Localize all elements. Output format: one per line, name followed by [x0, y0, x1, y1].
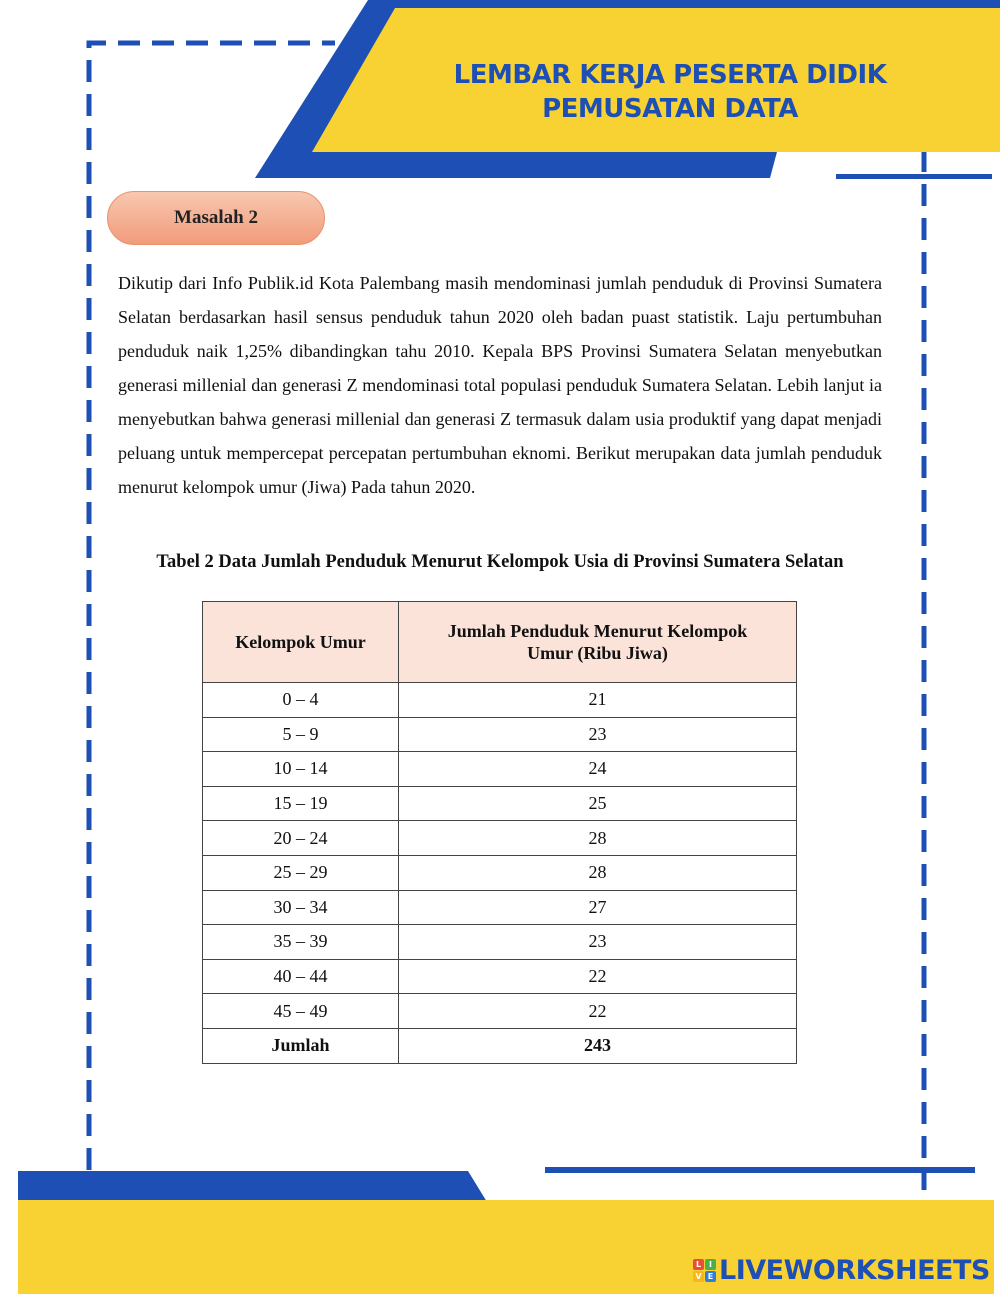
value-cell: 22	[399, 994, 797, 1029]
footer-blue-line	[545, 1167, 975, 1173]
value-cell: 23	[399, 717, 797, 752]
footer-blue-band	[18, 1171, 487, 1202]
title-line-2: PEMUSATAN DATA	[542, 94, 798, 124]
logo-text: LIVEWORKSHEETS	[719, 1254, 990, 1286]
logo-letter-i: I	[705, 1259, 716, 1270]
problem-paragraph: Dikutip dari Info Publik.id Kota Palembang masih mendominasi jumlah penduduk di Provinsi Sumatera Selatan berdasarkan hasil sensus penduduk tahun 2020 oleh badan puast statistik. Laju pertumbuhan penduduk naik 1,25% dibandingkan tahu 2010. Kepala BPS Provinsi Sumatera Selatan menyebutkan generasi millenial dan generasi Z mendominasi total populasi penduduk Sumatera Selatan. Lebih lanjut ia menyebutkan bahwa generasi millenial dan generasi Z termasuk dalam usia produktif yang dapat menjadi peluang untuk mempercepat percepatan pertumbuhan eknomi. Berikut merupakan data jumlah penduduk menurut kelompok umur (Jiwa) Pada tahun 2020.	[118, 273, 882, 497]
table-row	[203, 959, 797, 994]
table-caption: Tabel 2 Data Jumlah Penduduk Menurut Kelompok Usia di Provinsi Sumatera Selatan	[156, 552, 844, 572]
age-cell: 30 – 34	[203, 890, 399, 925]
header-population	[399, 602, 797, 683]
age-cell: 35 – 39	[203, 925, 399, 960]
liveworksheets-logo[interactable]	[693, 1253, 990, 1287]
table-header-row	[203, 602, 797, 683]
age-cell: 20 – 24	[203, 821, 399, 856]
value-cell: 25	[399, 786, 797, 821]
title-line-1: LEMBAR KERJA PESERTA DIDIK	[453, 60, 887, 90]
header-blue-line	[836, 174, 992, 179]
table-row	[203, 821, 797, 856]
value-cell: 23	[399, 925, 797, 960]
age-cell: 10 – 14	[203, 752, 399, 787]
table-row	[203, 890, 797, 925]
age-cell: 40 – 44	[203, 959, 399, 994]
header-population-text: Jumlah Penduduk Menurut Kelompok Umur (Ribu Jiwa)	[447, 621, 748, 663]
age-cell: 25 – 29	[203, 855, 399, 890]
value-cell: 28	[399, 821, 797, 856]
worksheet-title	[350, 58, 990, 126]
age-cell: 15 – 19	[203, 786, 399, 821]
liveworksheets-icon	[693, 1259, 716, 1282]
total-label: Jumlah	[203, 1028, 399, 1063]
value-cell: 21	[399, 683, 797, 718]
value-cell: 28	[399, 855, 797, 890]
logo-letter-l: L	[693, 1259, 704, 1270]
logo-letter-e: E	[705, 1271, 716, 1282]
table-row	[203, 994, 797, 1029]
table-row	[203, 925, 797, 960]
table-row	[203, 717, 797, 752]
age-cell: 45 – 49	[203, 994, 399, 1029]
age-cell: 5 – 9	[203, 717, 399, 752]
table-row	[203, 683, 797, 718]
logo-letter-v: V	[693, 1271, 704, 1282]
problem-badge: Masalah 2	[107, 191, 325, 245]
total-value: 243	[399, 1028, 797, 1063]
table-row	[203, 752, 797, 787]
value-cell: 27	[399, 890, 797, 925]
value-cell: 24	[399, 752, 797, 787]
table-total-row	[203, 1028, 797, 1063]
population-table	[202, 601, 797, 1064]
header-age-group: Kelompok Umur	[203, 602, 399, 683]
age-cell: 0 – 4	[203, 683, 399, 718]
value-cell: 22	[399, 959, 797, 994]
table-row	[203, 855, 797, 890]
table-row	[203, 786, 797, 821]
